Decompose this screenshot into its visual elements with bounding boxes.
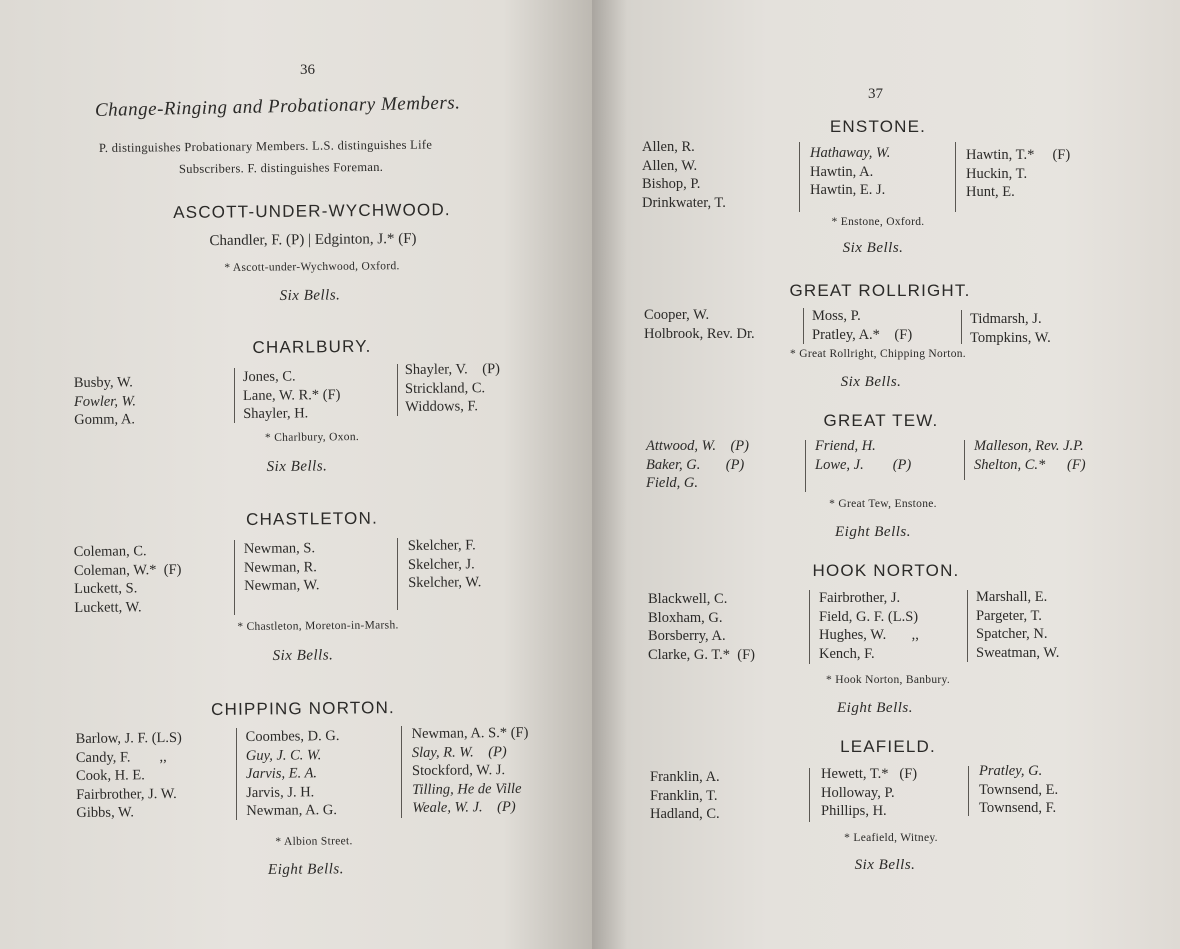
bells-chastleton: Six Bells. (272, 647, 334, 664)
member-name: Slay, R. W. (P) (411, 743, 507, 761)
member-name: Coleman, W.* (F) (73, 561, 182, 579)
member-name: Skelcher, W. (408, 574, 482, 591)
bells-great-tew: Eight Bells. (835, 524, 911, 540)
legend-note-line-2: Subscribers. F. distinguishes Foreman. (178, 159, 384, 176)
chastleton-col-1 (74, 542, 182, 617)
member-name: Cook, H. E. (75, 767, 145, 784)
member-name: Drinkwater, T. (642, 194, 726, 211)
section-heading-chastleton: CHASTLETON. (245, 508, 379, 529)
member-name: Malleson, Rev. J.P. (974, 438, 1084, 454)
footnote-great-rollright: * Great Rollright, Chipping Norton. (790, 348, 966, 360)
column-divider (803, 308, 804, 344)
column-divider (234, 540, 235, 615)
member-name: Sweatman, W. (976, 644, 1060, 661)
member-name: Fairbrother, J. W. (76, 785, 177, 803)
member-name: Skelcher, J. (407, 555, 475, 573)
bells-ascott: Six Bells. (279, 287, 341, 304)
charlbury-col-3 (405, 360, 501, 416)
member-name: Holbrook, Rev. Dr. (644, 325, 755, 342)
member-name: Field, G. F. (L.S) (819, 608, 919, 625)
member-name: Busby, W. (73, 374, 133, 392)
member-name: Skelcher, F. (407, 537, 476, 555)
member-name: Coleman, C. (73, 543, 147, 561)
member-name: Newman, A. S.* (F) (411, 724, 529, 743)
charlbury-col-1 (74, 373, 136, 429)
great-rollright-col-1 (644, 306, 755, 343)
member-name: Gibbs, W. (76, 804, 135, 821)
member-name: Hawtin, E. J. (810, 182, 886, 198)
member-name: Hughes, W. ,, (819, 627, 919, 643)
section-heading-ascott: ASCOTT-UNDER-WYCHWOOD. (173, 200, 451, 222)
leafield-col-2 (821, 765, 917, 821)
member-name: Baker, G. (P) (646, 456, 745, 473)
hook-norton-col-3 (976, 588, 1059, 662)
member-name: Attwood, W. (P) (646, 438, 749, 454)
bells-great-rollright: Six Bells. (840, 374, 902, 390)
member-name: Widdows, F. (405, 398, 479, 415)
member-name: Townsend, E. (979, 781, 1059, 798)
section-heading-leafield: LEAFIELD. (840, 737, 936, 756)
chastleton-col-3 (408, 536, 482, 592)
chipping-norton-col-3 (412, 724, 530, 818)
member-name: Jones, C. (242, 368, 296, 386)
page-number: 36 (300, 62, 315, 78)
member-name: Townsend, F. (979, 800, 1057, 816)
member-name: Spatcher, N. (976, 626, 1048, 642)
column-divider (955, 142, 956, 212)
member-name: Weale, W. J. (P) (412, 798, 516, 816)
chipping-norton-col-1 (76, 729, 183, 823)
member-name: Phillips, H. (821, 803, 887, 819)
bells-hook-norton: Eight Bells. (837, 700, 913, 716)
section-heading-great-rollright: GREAT ROLLRIGHT. (789, 281, 971, 300)
charlbury-col-2 (243, 367, 341, 424)
footnote-great-tew: * Great Tew, Enstone. (829, 498, 937, 510)
member-name: Newman, R. (243, 558, 317, 576)
member-name: Barlow, J. F. (L.S) (75, 729, 182, 748)
chipping-norton-col-2 (246, 727, 341, 820)
member-name: Newman, A. G. (246, 802, 338, 819)
column-divider (961, 310, 962, 344)
member-name: Clarke, G. T.* (F) (648, 646, 755, 663)
member-name: Tidmarsh, J. (970, 311, 1042, 327)
enstone-col-3 (966, 146, 1070, 202)
member-name: Fowler, W. (73, 392, 136, 410)
member-name: Stockford, W. J. (411, 762, 506, 779)
column-divider (401, 726, 402, 818)
footnote-charlbury: * Charlbury, Oxon. (264, 431, 360, 444)
member-name: Allen, R. (642, 139, 695, 155)
member-name: Lowe, J. (P) (815, 456, 912, 473)
column-divider (967, 590, 968, 662)
column-divider (968, 766, 969, 816)
member-name: Pratley, G. (979, 763, 1043, 779)
member-name: Borsberry, A. (648, 628, 726, 644)
member-name: Hadland, C. (650, 806, 720, 822)
member-name: Moss, P. (812, 308, 861, 324)
column-divider (397, 538, 398, 610)
great-rollright-col-2 (812, 307, 912, 344)
member-name: Strickland, C. (404, 379, 486, 397)
bells-charlbury: Six Bells. (266, 458, 328, 475)
member-name: Holloway, P. (821, 784, 895, 801)
member-name: Luckett, W. (74, 598, 142, 616)
member-name: Jarvis, J. H. (246, 783, 315, 801)
section-heading-great-tew: GREAT TEW. (823, 411, 939, 430)
leafield-col-1 (650, 768, 720, 824)
member-name: Gomm, A. (74, 411, 136, 428)
column-divider (234, 368, 235, 423)
member-name: Hunt, E. (966, 184, 1015, 200)
great-rollright-col-3 (970, 310, 1051, 347)
member-name: Cooper, W. (644, 307, 710, 323)
members-line-ascott (209, 231, 416, 250)
footnote-leafield: * Leafield, Witney. (844, 832, 938, 844)
member-name: Kench, F. (819, 645, 875, 662)
member-name: Pargeter, T. (976, 607, 1042, 624)
member-name: Franklin, A. (650, 769, 720, 785)
page-number: 37 (868, 86, 883, 102)
member-name: Hewett, T.* (F) (821, 766, 918, 782)
member-name: Fairbrother, J. (819, 590, 901, 606)
column-divider (397, 364, 398, 416)
footnote-chipping-norton: * Albion Street. (275, 835, 353, 848)
page-title: Change-Ringing and Probationary Members. (94, 92, 461, 121)
member-name: Franklin, T. (650, 787, 718, 804)
hook-norton-col-2 (819, 589, 919, 663)
footnote-enstone: * Enstone, Oxford. (831, 216, 925, 228)
member-name: Field, G. (646, 475, 698, 491)
section-heading-charlbury: CHARLBURY. (252, 336, 372, 357)
members-ascott: Chandler, F. (P) | Edginton, J.* (F) (209, 230, 417, 250)
great-tew-col-1 (646, 437, 749, 493)
member-name: Tilling, He de Ville (412, 780, 522, 798)
footnote-chastleton: * Chastleton, Moreton-in-Marsh. (237, 619, 399, 633)
column-divider (809, 768, 810, 822)
member-name: Shayler, V. (P) (404, 361, 501, 379)
section-heading-chipping-norton: CHIPPING NORTON. (210, 698, 396, 719)
member-name: Luckett, S. (74, 580, 138, 597)
column-divider (964, 440, 965, 480)
bells-leafield: Six Bells. (854, 857, 916, 873)
member-name: Friend, H. (815, 438, 876, 454)
member-name: Coombes, D. G. (245, 728, 340, 746)
member-name: Hawtin, T.* (F) (966, 147, 1071, 163)
column-divider (799, 142, 800, 212)
enstone-col-2 (810, 144, 890, 200)
great-tew-col-3 (974, 437, 1086, 474)
hook-norton-col-1 (648, 590, 755, 664)
member-name: Hawtin, A. (810, 163, 874, 180)
member-name: Bishop, P. (642, 176, 701, 192)
footnote-ascott: * Ascott-under-Wychwood, Oxford. (224, 260, 400, 274)
member-name: Shelton, C.* (F) (974, 456, 1086, 473)
member-name: Marshall, E. (976, 589, 1048, 605)
member-name: Blackwell, C. (648, 591, 728, 607)
member-name: Lane, W. R.* (F) (242, 386, 341, 404)
bells-chipping-norton: Eight Bells. (267, 861, 345, 878)
section-heading-enstone: ENSTONE. (829, 117, 927, 136)
right-page (592, 0, 1180, 949)
section-heading-hook-norton: HOOK NORTON. (812, 561, 960, 580)
member-name: Guy, J. C. W. (245, 746, 322, 764)
legend-note-line-1: P. distinguishes Probationary Members. L.S. distinguishes Life (98, 137, 433, 155)
great-tew-col-2 (815, 437, 911, 474)
member-name: Bloxham, G. (648, 609, 723, 626)
column-divider (236, 728, 237, 820)
member-name: Hathaway, W. (810, 145, 891, 161)
member-name: Pratley, A.* (F) (812, 326, 913, 343)
member-name: Newman, S. (243, 540, 316, 558)
member-name: Allen, W. (642, 157, 698, 174)
member-name: Jarvis, E. A. (245, 765, 318, 782)
column-divider (809, 590, 810, 664)
member-name: Candy, F. ,, (75, 748, 167, 766)
member-name: Huckin, T. (966, 165, 1028, 182)
enstone-col-1 (642, 138, 726, 212)
footnote-hook-norton: * Hook Norton, Banbury. (825, 674, 951, 686)
chastleton-col-2 (244, 539, 320, 595)
member-name: Shayler, H. (243, 405, 309, 422)
member-name: Newman, W. (244, 577, 320, 594)
bells-enstone: Six Bells. (842, 240, 904, 256)
column-divider (805, 440, 806, 492)
member-name: Tompkins, W. (970, 329, 1051, 346)
leafield-col-3 (979, 762, 1058, 818)
